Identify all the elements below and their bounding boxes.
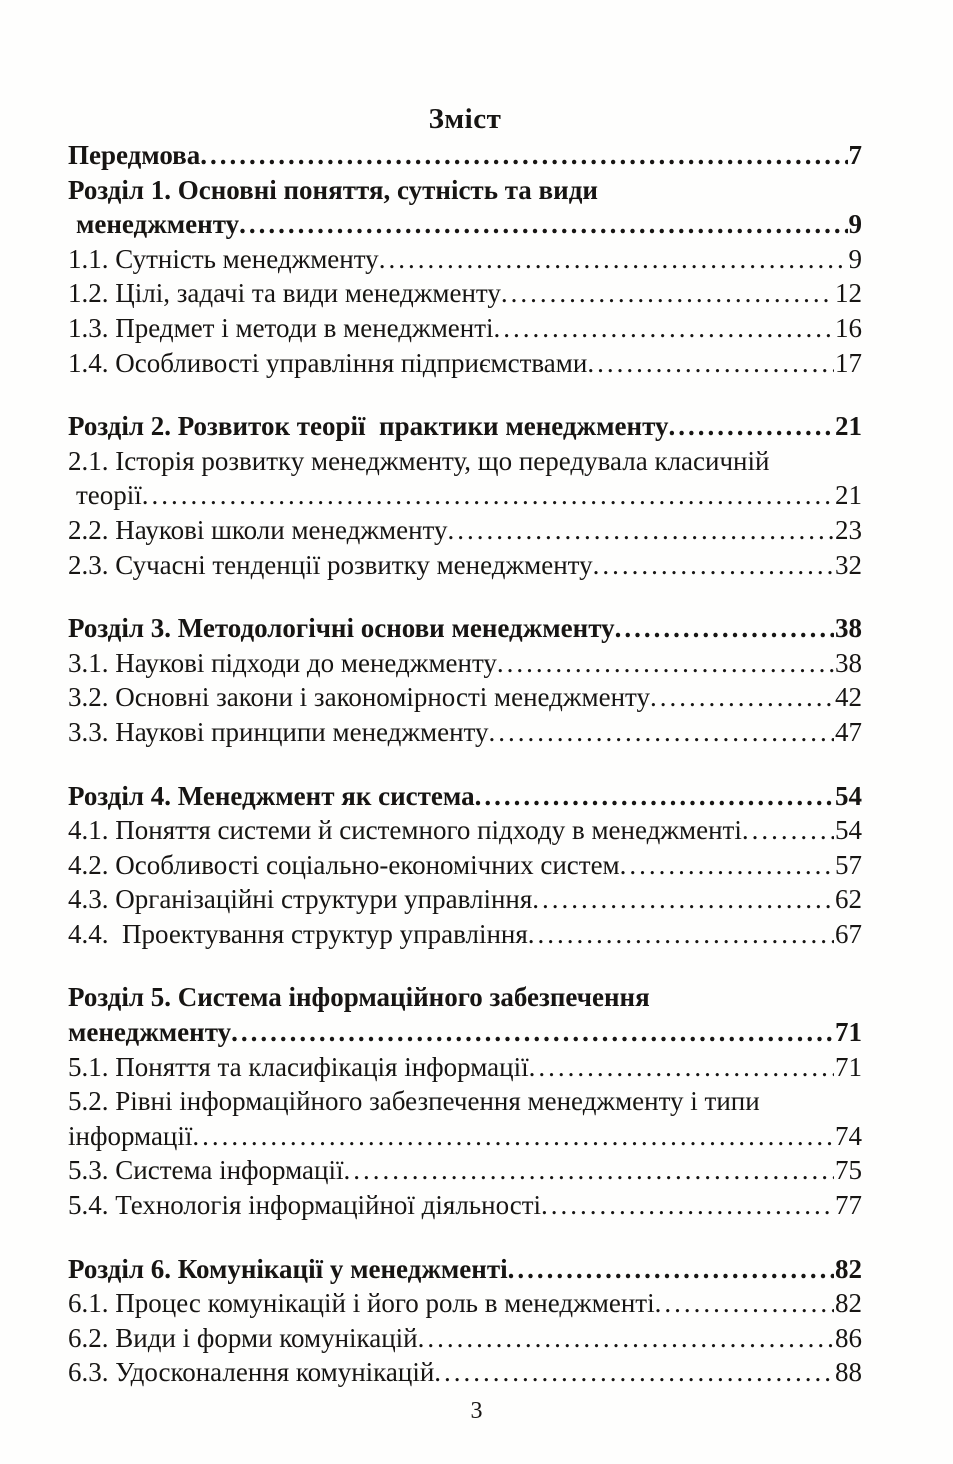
- toc-entry: [68, 980, 862, 1015]
- toc-entry-page: 67: [835, 918, 862, 949]
- toc-entry-text: 5.2. Рівні інформаційного забезпечення менеджменту і типи: [68, 1086, 760, 1117]
- toc-entry: [68, 611, 862, 646]
- table-of-contents: [68, 101, 862, 1390]
- toc-entry: [68, 207, 862, 242]
- toc-entry: [68, 848, 862, 883]
- toc-entry-page: 21: [835, 411, 862, 442]
- toc-entry: [68, 882, 862, 917]
- toc-entry-text: 6.2. Види і форми комунікацій: [68, 1322, 418, 1353]
- toc-entry-page: 54: [835, 780, 862, 811]
- toc-entry-text: теорії: [76, 480, 142, 511]
- toc-entry-text: 4.1. Поняття системи й системного підходу в менеджменті: [68, 815, 742, 846]
- toc-entry: [68, 1355, 862, 1390]
- dot-leader: [489, 715, 834, 750]
- dot-leader: [587, 346, 834, 381]
- dot-leader: [501, 276, 834, 311]
- dot-leader: [231, 1015, 834, 1050]
- page-title: Зміст: [428, 103, 502, 135]
- toc-entry-page: 9: [848, 243, 862, 274]
- toc-entry-page: 38: [835, 647, 862, 678]
- toc-entry: [68, 311, 862, 346]
- toc-entry-text: 6.1. Процес комунікацій і його роль в менеджменті: [68, 1288, 655, 1319]
- toc-entry: [68, 548, 862, 583]
- toc-entry-text: 1.4. Особливості управління підприємствами: [68, 347, 588, 378]
- toc-entry: [68, 779, 862, 814]
- dot-leader: [615, 611, 834, 646]
- toc-entry-page: 71: [835, 1051, 862, 1082]
- dot-leader: [343, 1153, 834, 1188]
- toc-entry: [68, 646, 862, 681]
- toc-entry-text: Передмова: [68, 140, 201, 170]
- toc-entry-text: 5.1. Поняття та класифікація інформації: [68, 1051, 529, 1082]
- toc-entry-text: 2.1. Історія розвитку менеджменту, що передувала класичній: [68, 445, 770, 476]
- toc-entry: [68, 444, 862, 479]
- toc-entry-text: 1.1. Сутність менеджменту: [68, 243, 379, 274]
- toc-entry-page: 47: [835, 716, 862, 747]
- toc-entry: [68, 1084, 862, 1119]
- dot-leader: [529, 1050, 834, 1085]
- toc-entry: [68, 1286, 862, 1321]
- toc-entry: [68, 1188, 862, 1223]
- dot-leader: [532, 882, 834, 917]
- toc-entry: [68, 173, 862, 208]
- dot-leader: [418, 1321, 834, 1356]
- dot-leader: [742, 813, 834, 848]
- toc-entry-page: 82: [835, 1288, 862, 1319]
- toc-entry: [68, 409, 862, 444]
- dot-leader: [541, 1188, 834, 1223]
- toc-entry-text: 1.3. Предмет і методи в менеджменті: [68, 312, 494, 343]
- toc-entry-text: Розділ 6. Комунікації у менеджменті: [68, 1253, 508, 1284]
- dot-leader: [593, 548, 834, 583]
- toc-entry-page: 38: [835, 613, 862, 644]
- toc-entry: [68, 1153, 862, 1188]
- dot-leader: [379, 242, 848, 277]
- toc-entry: [68, 242, 862, 277]
- toc-entry-page: 82: [835, 1253, 862, 1284]
- footer-page-number: 3: [470, 1398, 483, 1424]
- toc-entry-text: менеджменту: [68, 1017, 232, 1048]
- toc-entry-text: 5.4. Технологія інформаційної діяльності: [68, 1190, 542, 1221]
- toc-entry-text: інформації: [68, 1120, 193, 1151]
- dot-leader: [142, 478, 834, 513]
- toc-entry-text: 4.3. Організаційні структури управління: [68, 884, 533, 915]
- toc-entry-text: менеджменту: [76, 209, 240, 240]
- toc-entry-text: 2.3. Сучасні тенденції розвитку менеджменту: [68, 549, 593, 580]
- dot-leader: [447, 513, 834, 548]
- toc-entry: [68, 513, 862, 548]
- dot-leader: [508, 1252, 834, 1287]
- toc-entry-page: 62: [835, 884, 862, 915]
- toc-entry-page: 7: [848, 140, 862, 170]
- toc-entry-text: Розділ 4. Менеджмент як система: [68, 780, 475, 811]
- toc-entry-page: 42: [835, 682, 862, 713]
- dot-leader: [475, 779, 834, 814]
- toc-entry-page: 23: [835, 514, 862, 545]
- toc-entry-text: 6.3. Удосконалення комунікацій: [68, 1357, 435, 1388]
- toc-entry-page: 21: [835, 480, 862, 511]
- toc-entry-text: 1.2. Цілі, задачі та види менеджменту: [68, 278, 501, 309]
- toc-entry: [68, 1050, 862, 1085]
- toc-entry-text: Розділ 5. Система інформаційного забезпечення: [68, 982, 650, 1013]
- toc-entry-page: 86: [835, 1322, 862, 1353]
- toc-entry-text: 5.3. Система інформації: [68, 1155, 344, 1186]
- toc-entry: [68, 917, 862, 952]
- dot-leader: [200, 138, 847, 173]
- dot-leader: [620, 848, 834, 883]
- toc: [68, 138, 862, 1390]
- dot-leader: [239, 207, 847, 242]
- toc-entry: [68, 680, 862, 715]
- toc-entry: [68, 1119, 862, 1154]
- toc-entry-page: 74: [835, 1120, 862, 1151]
- toc-entry: [68, 276, 862, 311]
- toc-entry-page: 88: [835, 1357, 862, 1388]
- dot-leader: [497, 646, 834, 681]
- toc-entry-page: 54: [835, 815, 862, 846]
- toc-entry-text: Розділ 2. Розвиток теорії практики менеджменту: [68, 411, 669, 442]
- toc-entry: [68, 138, 862, 173]
- toc-entry-page: 57: [835, 849, 862, 880]
- toc-entry-page: 75: [835, 1155, 862, 1186]
- dot-leader: [494, 311, 834, 346]
- toc-entry-page: 32: [835, 549, 862, 580]
- dot-leader: [650, 680, 834, 715]
- toc-entry-text: 2.2. Наукові школи менеджменту: [68, 514, 448, 545]
- toc-entry: [68, 1015, 862, 1050]
- dot-leader: [528, 917, 834, 952]
- toc-entry: [68, 813, 862, 848]
- toc-entry-text: 4.2. Особливості соціально-економічних систем: [68, 849, 620, 880]
- toc-entry-text: 4.4. Проектування структур управління: [68, 918, 528, 949]
- toc-entry-page: 71: [835, 1017, 862, 1048]
- toc-entry: [68, 346, 862, 381]
- toc-entry-text: 3.3. Наукові принципи менеджменту: [68, 716, 489, 747]
- toc-entry-page: 17: [835, 347, 862, 378]
- toc-entry: [68, 1321, 862, 1356]
- toc-entry-text: Розділ 3. Методологічні основи менеджменту: [68, 613, 615, 644]
- toc-entry-page: 16: [835, 312, 862, 343]
- toc-entry-text: Розділ 1. Основні поняття, сутність та види: [68, 174, 598, 205]
- dot-leader: [192, 1119, 834, 1154]
- toc-entry-text: 3.2. Основні закони і закономірності менеджменту: [68, 682, 651, 713]
- toc-entry-text: 3.1. Наукові підходи до менеджменту: [68, 647, 497, 678]
- toc-entry-page: 77: [835, 1190, 862, 1221]
- dot-leader: [668, 409, 834, 444]
- toc-entry-page: 12: [835, 278, 862, 309]
- toc-entry: [68, 1252, 862, 1287]
- toc-entry: [68, 715, 862, 750]
- toc-entry: [68, 478, 862, 513]
- dot-leader: [655, 1286, 834, 1321]
- dot-leader: [434, 1355, 834, 1390]
- toc-entry-page: 9: [848, 209, 862, 240]
